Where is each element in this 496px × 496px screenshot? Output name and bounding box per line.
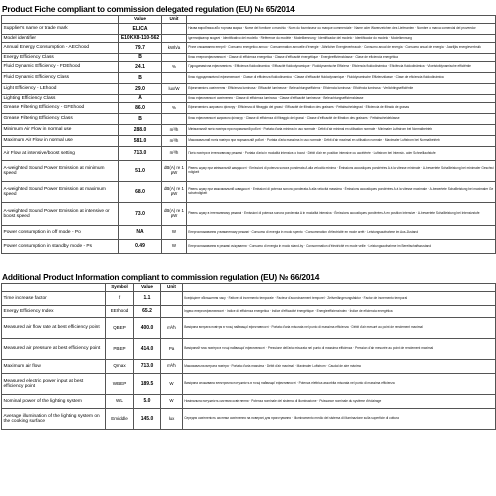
- table-row: [2, 125, 496, 136]
- parameter-value: NA: [119, 226, 162, 240]
- parameter-translation: Ефективність жирового фільтру · Efficienza di filtraggio dei grassi · Efficacité de filtration des graisses · Fettabscheidegrad · Eficiencia de filtrado de grasas: [187, 103, 496, 114]
- parameter-unit: m³/h: [161, 318, 183, 339]
- parameter-unit: [162, 73, 187, 84]
- parameter-value: A: [119, 95, 162, 103]
- parameter-value: 400.0: [134, 318, 161, 339]
- parameter-symbol: QBEP: [106, 318, 134, 339]
- header-unit: Unit: [162, 16, 187, 24]
- parameter-label: Measured air flow rate at best efficiency point: [2, 318, 106, 339]
- parameter-value: 189.5: [134, 374, 161, 395]
- parameter-translation: Назва виробника або торгова марка · Nome del fornitore o marchio · Nom du fournisseur ou marque commerciale · Name oder Warenzeichen des Lieferanten · Nombre o marca comercial del proveedor: [187, 24, 496, 35]
- parameter-translation: Клас енергоефективності · Classe di efficienza energetica · Classe d'efficacité énergétique · Energieeffizienzklasse · Clase de eficiencia energética: [187, 54, 496, 62]
- parameter-value: 73.0: [119, 203, 162, 226]
- table-row: [2, 374, 496, 395]
- parameter-translation: Виміряний тиск повітря в точці найвищої ефективності · Pressione dell'aria misurata nel punto di massima efficienza · Pression d'air mesurée au point de rendement maximal: [183, 339, 496, 360]
- parameter-unit: W: [162, 240, 187, 254]
- parameter-value: 29.0: [119, 84, 162, 95]
- table-row: [2, 203, 496, 226]
- parameter-translation: Максимальна витрата повітря · Portata d'aria massima · Débit d'air maximal · Maximaler Luftstrom · Caudal de aire máximo: [183, 360, 496, 374]
- parameter-unit: kWh/a: [162, 43, 187, 54]
- parameter-unit: lux/W: [162, 84, 187, 95]
- header-desc-blank: [183, 284, 496, 292]
- parameter-unit: W: [162, 226, 187, 240]
- table-row: [2, 292, 496, 306]
- table-row: [2, 409, 496, 430]
- parameter-label: Model identifier: [2, 35, 119, 43]
- parameter-symbol: WBEP: [106, 374, 134, 395]
- parameter-unit: m³/h: [161, 360, 183, 374]
- parameter-label: Grease Filtering Efficiency Class: [2, 114, 119, 125]
- parameter-value: 0.49: [119, 240, 162, 254]
- table-row: [2, 318, 496, 339]
- parameter-translation: Клас ефективності жирового фільтру · Classe di efficienza di filtraggio dei grassi · Classe d'efficacité de filtration des graisses · Fettabscheideklasse: [187, 114, 496, 125]
- parameter-translation: Клас ефективності освітлення · Classe di efficienza luminosa · Classe d'efficacité lumineuse · Beleuchtungseffizienzklasse: [187, 95, 496, 103]
- table-header-row: [2, 284, 496, 292]
- parameter-unit: [162, 114, 187, 125]
- parameter-translation: Рівень шуму при мінімальній швидкості · Emissioni di potenza sonora ponderata A alla velocità minima · Émissions acoustiques pondérées A à la vitesse minimale · A-bewertete Schallleistung bei minimaler Geschwindigkeit: [187, 161, 496, 182]
- parameter-label: Air Flow at intensive/boost setting: [2, 147, 119, 161]
- parameter-translation: Рівень шуму в інтенсивному режимі · Emissioni di potenza sonora ponderata A in modalità intensiva · Émissions acoustiques pondérées A en position intensive · A-bewertete Schallleistung bei Intensivstufe: [187, 203, 496, 226]
- parameter-value: 581.0: [119, 136, 162, 147]
- parameter-unit: [162, 24, 187, 35]
- parameter-label: Average illumination of the lighting system on the cooking surface: [2, 409, 106, 430]
- parameter-unit: m³/h: [162, 125, 187, 136]
- parameter-unit: Pa: [161, 339, 183, 360]
- parameter-value: 1.1: [134, 292, 161, 306]
- parameter-translation: Енергоспоживання в режимі очікування · Consumo di energia in modo stand-by · Consommation d'électricité en mode veille · Leistungsaufnahme im Bereitschaftszustand: [187, 240, 496, 254]
- table-row: [2, 147, 496, 161]
- parameter-label: Grease Filtering Efficiency - GFEhood: [2, 103, 119, 114]
- header-blank: [2, 16, 119, 24]
- parameter-unit: [162, 54, 187, 62]
- table-row: [2, 84, 496, 95]
- parameter-label: Light Efficiency - LEhood: [2, 84, 119, 95]
- parameter-value: 145.0: [134, 409, 161, 430]
- parameter-label: A-weighted Sound Power Emission at maximum speed: [2, 182, 119, 203]
- parameter-value: 65.2: [134, 306, 161, 318]
- parameter-symbol: PBEP: [106, 339, 134, 360]
- parameter-translation: Номінальна потужність системи освітлення · Potenza nominale del sistema di illuminazione · Puissance nominale du système d'éclairage: [183, 395, 496, 409]
- parameter-translation: Ефективність освітлення · Efficienza luminosa · Efficacité lumineuse · Beleuchtungseffizienz · Eficiencia luminosa · Eficiência luminosa · Verlichtingsefficiëntie: [187, 84, 496, 95]
- header-blank: [2, 284, 106, 292]
- parameter-symbol: Emiddle: [106, 409, 134, 430]
- table-row: [2, 161, 496, 182]
- parameter-value: B: [119, 73, 162, 84]
- parameter-label: Fluid Dynamic Efficiency - FDEhood: [2, 62, 119, 73]
- parameter-value: 713.0: [119, 147, 162, 161]
- parameter-label: Lighting Efficiency Class: [2, 95, 119, 103]
- parameter-unit: dB(A) re 1 pW: [162, 182, 187, 203]
- table-row: [2, 182, 496, 203]
- parameter-label: Time increase factor: [2, 292, 106, 306]
- product-fiche-table: [1, 15, 496, 254]
- parameter-value: 713.0: [134, 360, 161, 374]
- parameter-translation: Виміряна споживана електрична потужність в точці найвищої ефективності · Potenza elettrica assorbita misurata nel punto di massima efficienza: [183, 374, 496, 395]
- parameter-label: Measured air pressure at best efficiency point: [2, 339, 106, 360]
- parameter-unit: dB(A) re 1 pW: [162, 203, 187, 226]
- parameter-unit: [162, 35, 187, 43]
- table-row: [2, 95, 496, 103]
- table-row: [2, 306, 496, 318]
- parameter-label: Measured electric power input at best efficiency point: [2, 374, 106, 395]
- parameter-label: Supplier's name or trade mark: [2, 24, 119, 35]
- parameter-translation: Максимальний потік повітря при нормальній роботі · Portata d'aria massima in uso normale · Débit d'air maximal en utilisation normale · Maximaler Luftstrom bei Normalbetrieb: [187, 136, 496, 147]
- parameter-value: 51.0: [119, 161, 162, 182]
- header-value: Value: [134, 284, 161, 292]
- parameter-unit: m³/h: [162, 147, 187, 161]
- parameter-translation: Індекс енергоефективності · Indice di efficienza energetica · Indice d'efficacité énergétique · Energieeffizienzindex · Índice de eficiencia energética: [183, 306, 496, 318]
- parameter-label: Energy Efficiency Index: [2, 306, 106, 318]
- parameter-label: A-weighted Sound Power Emission at intensive or boost speed: [2, 203, 119, 226]
- header-value: Value: [119, 16, 162, 24]
- table-row: [2, 103, 496, 114]
- parameter-label: Nominal power of the lighting system: [2, 395, 106, 409]
- parameter-value: ELICA: [119, 24, 162, 35]
- parameter-value: 24.1: [119, 62, 162, 73]
- table-row: [2, 35, 496, 43]
- parameter-label: A-weighted Sound Power Emission at minimum speed: [2, 161, 119, 182]
- parameter-label: Power consumption in off mode - Po: [2, 226, 119, 240]
- table-row: [2, 54, 496, 62]
- parameter-translation: Виміряна витрата повітря в точці найвищої ефективності · Portata d'aria misurata nel punto di massima efficienza · Débit d'air mesuré au point de rendement maximal: [183, 318, 496, 339]
- parameter-translation: Середня освітленість системи освітлення на поверхні для приготування · Illuminamento medio del sistema di illuminazione sulla superficie di cottura: [183, 409, 496, 430]
- parameter-unit: lux: [161, 409, 183, 430]
- parameter-symbol: EEIhood: [106, 306, 134, 318]
- table-header-row: [2, 16, 496, 24]
- parameter-translation: Рівень шуму при максимальній швидкості · Emissioni di potenza sonora ponderata A alla velocità massima · Émissions acoustiques pondérées A à la vitesse maximale · A-bewertete Schallleistung bei maximaler Geschwindigkeit: [187, 182, 496, 203]
- parameter-value: 414.0: [134, 339, 161, 360]
- parameter-value: 79.7: [119, 43, 162, 54]
- table-row: [2, 62, 496, 73]
- parameter-value: 68.0: [119, 182, 162, 203]
- parameter-translation: Потік повітря в інтенсивному режимі · Portata d'aria in modalità intensiva o boost · Débit d'air en position intensive ou accélérée · Luftstrom bei Intensiv- oder Schnelllaufstufe: [187, 147, 496, 161]
- parameter-value: B: [119, 114, 162, 125]
- parameter-translation: Клас гідродинамічної ефективності · Classe di efficienza fluidodinamica · Classe d'efficacité fluidodynamique · Fluiddynamische Effizienzklasse · Clase de eficiencia fluidodinámica: [187, 73, 496, 84]
- table-row: [2, 73, 496, 84]
- parameter-translation: Ідентифікатор моделі · Identificativo del modello · Référence du modèle · Modellkennung · Identificador del modelo · Identificador do modelo · Modelkennung: [187, 35, 496, 43]
- parameter-symbol: Qmax: [106, 360, 134, 374]
- parameter-label: Energy Efficiency Class: [2, 54, 119, 62]
- parameter-value: B: [119, 54, 162, 62]
- table-row: [2, 226, 496, 240]
- parameter-label: Minimum Air Flow in normal use: [2, 125, 119, 136]
- parameter-symbol: WL: [106, 395, 134, 409]
- parameter-value: 86.0: [119, 103, 162, 114]
- table-row: [2, 24, 496, 35]
- parameter-translation: Мінімальний потік повітря при нормальній роботі · Portata d'aria minima in uso normale · Débit d'air minimal en utilisation normale · Minimaler Luftstrom bei Normalbetrieb: [187, 125, 496, 136]
- table-row: [2, 43, 496, 54]
- parameter-unit: [162, 95, 187, 103]
- table-row: [2, 114, 496, 125]
- parameter-label: Power consumption in standby mode - Ps: [2, 240, 119, 254]
- parameter-unit: %: [162, 103, 187, 114]
- header-unit: Unit: [161, 284, 183, 292]
- fiche-title: Product Fiche compliant to commission delegated regulation (EU) № 65/2014: [2, 4, 295, 14]
- parameter-translation: Коефіцієнт збільшення часу · Fattore di incremento temporale · Facteur d'accroissement temporel · Zeitverlängerungsfaktor · Factor de incremento temporal: [183, 292, 496, 306]
- parameter-label: Maximum air flow: [2, 360, 106, 374]
- parameter-label: Maximum Air Flow in normal use: [2, 136, 119, 147]
- parameter-unit: [161, 306, 183, 318]
- table-row: [2, 136, 496, 147]
- parameter-unit: m³/h: [162, 136, 187, 147]
- parameter-translation: Гідродинамічна ефективність · Efficienza fluidodinamica · Efficacité fluidodynamique · Fluiddynamische Effizienz · Eficiencia fluidodinámica · Eficiência fluidodinâmica · Vloeistofdynamische efficiëntie: [187, 62, 496, 73]
- parameter-value: E10KX8-110-562: [119, 35, 162, 43]
- table-row: [2, 339, 496, 360]
- table-row: [2, 395, 496, 409]
- header-desc-blank: [187, 16, 496, 24]
- parameter-value: 5.0: [134, 395, 161, 409]
- parameter-label: Annual Energy Consumption - AEChood: [2, 43, 119, 54]
- parameter-unit: [161, 292, 183, 306]
- parameter-translation: Річне споживання енергії · Consumo energetico annuo · Consommation annuelle d'énergie · Jährlicher Energieverbrauch · Consumo anual de energía · Consumo anual de energia · Jaarlijks energieverbruik: [187, 43, 496, 54]
- parameter-unit: W: [161, 395, 183, 409]
- parameter-unit: W: [161, 374, 183, 395]
- additional-info-title: Additional Product Information compliant to commission regulation (EU) № 66/2014: [2, 272, 320, 282]
- table-row: [2, 240, 496, 254]
- parameter-translation: Енергоспоживання у вимкненому режимі · Consumo di energia in modo spento · Consommation d'électricité en mode arrêt · Leistungsaufnahme im Aus-Zustand: [187, 226, 496, 240]
- parameter-symbol: f: [106, 292, 134, 306]
- parameter-unit: %: [162, 62, 187, 73]
- additional-info-table: [1, 283, 496, 430]
- parameter-label: Fluid Dynamic Efficiency Class: [2, 73, 119, 84]
- parameter-value: 288.0: [119, 125, 162, 136]
- parameter-unit: dB(A) re 1 pW: [162, 161, 187, 182]
- header-symbol: Symbol: [106, 284, 134, 292]
- table-row: [2, 360, 496, 374]
